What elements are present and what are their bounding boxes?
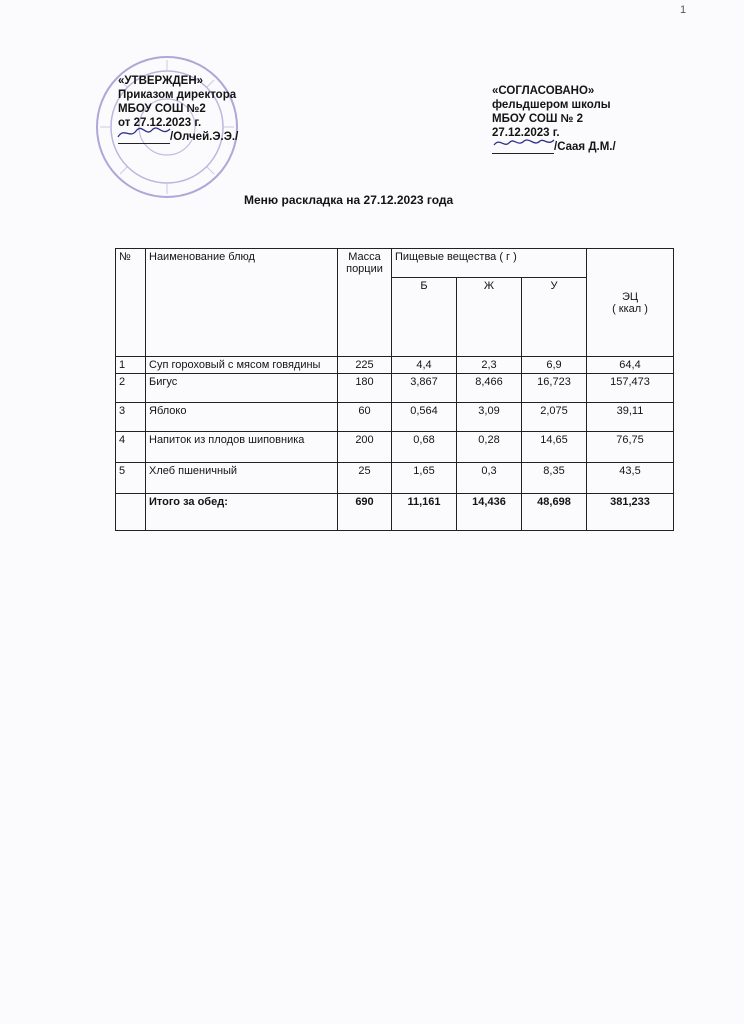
row-name: Суп гороховый с мясом говядины <box>146 357 338 374</box>
row-protein: 3,867 <box>392 374 457 403</box>
menu-table <box>115 248 674 531</box>
total-energy: 381,233 <box>587 494 674 531</box>
row-name: Яблоко <box>146 403 338 432</box>
row-energy: 76,75 <box>587 432 674 463</box>
total-fat: 14,436 <box>457 494 522 531</box>
table-row <box>116 432 674 463</box>
row-name: Хлеб пшеничный <box>146 463 338 494</box>
header-fat: Ж <box>457 278 522 357</box>
table-row <box>116 357 674 374</box>
agreed-line3: 27.12.2023 г. <box>492 127 560 139</box>
page-number: 1 <box>680 4 687 16</box>
row-energy: 157,473 <box>587 374 674 403</box>
row-mass: 25 <box>338 463 392 494</box>
header-mass: Масса порции <box>338 249 392 357</box>
row-energy: 39,11 <box>587 403 674 432</box>
row-mass: 60 <box>338 403 392 432</box>
approved-block <box>118 74 238 144</box>
table-row <box>116 403 674 432</box>
agreed-block <box>492 84 616 154</box>
row-fat: 0,28 <box>457 432 522 463</box>
total-carbs: 48,698 <box>522 494 587 531</box>
total-row <box>116 494 674 531</box>
approved-signature-row <box>118 130 238 144</box>
signature-scribble <box>116 125 172 141</box>
total-mass: 690 <box>338 494 392 531</box>
header-num: № <box>116 249 146 357</box>
row-carbs: 8,35 <box>522 463 587 494</box>
row-num: 5 <box>116 463 146 494</box>
approved-line1: Приказом директора <box>118 89 237 101</box>
row-mass: 225 <box>338 357 392 374</box>
header-carbs: У <box>522 278 587 357</box>
table-row <box>116 463 674 494</box>
row-num: 1 <box>116 357 146 374</box>
row-num: 2 <box>116 374 146 403</box>
signature-line <box>492 141 554 154</box>
approved-line2: МБОУ СОШ №2 <box>118 103 206 115</box>
row-fat: 8,466 <box>457 374 522 403</box>
row-num: 4 <box>116 432 146 463</box>
document-title: Меню раскладка на 27.12.2023 года <box>244 193 454 207</box>
row-energy: 64,4 <box>587 357 674 374</box>
header-energy <box>587 249 674 357</box>
row-protein: 4,4 <box>392 357 457 374</box>
row-protein: 0,68 <box>392 432 457 463</box>
agreed-line2: МБОУ СОШ № 2 <box>492 113 583 125</box>
row-num: 3 <box>116 403 146 432</box>
row-protein: 1,65 <box>392 463 457 494</box>
total-num <box>116 494 146 531</box>
row-fat: 2,3 <box>457 357 522 374</box>
agreed-heading: «СОГЛАСОВАНО» <box>492 85 595 97</box>
header-energy-line1: ЭЦ <box>621 290 639 303</box>
agreed-line1: фельдшером школы <box>492 99 611 111</box>
signature-scribble <box>490 135 556 151</box>
row-protein: 0,564 <box>392 403 457 432</box>
row-energy: 43,5 <box>587 463 674 494</box>
row-carbs: 6,9 <box>522 357 587 374</box>
total-protein: 11,161 <box>392 494 457 531</box>
agreed-signature-row <box>492 140 616 154</box>
header-name: Наименование блюд <box>146 249 338 357</box>
row-fat: 0,3 <box>457 463 522 494</box>
header-energy-line2: ( ккал ) <box>612 302 648 315</box>
row-fat: 3,09 <box>457 403 522 432</box>
row-name: Бигус <box>146 374 338 403</box>
approved-line3: от 27.12.2023 г. <box>118 117 202 129</box>
header-row <box>116 249 674 278</box>
row-name: Напиток из плодов шиповника <box>146 432 338 463</box>
total-label: Итого за обед: <box>146 494 338 531</box>
header-protein: Б <box>392 278 457 357</box>
row-carbs: 2,075 <box>522 403 587 432</box>
row-mass: 200 <box>338 432 392 463</box>
approved-heading: «УТВЕРЖДЕН» <box>118 75 204 87</box>
header-nutrients: Пищевые вещества ( г ) <box>392 249 587 278</box>
agreed-signature-name: /Саая Д.М./ <box>554 141 616 153</box>
row-carbs: 16,723 <box>522 374 587 403</box>
row-carbs: 14,65 <box>522 432 587 463</box>
table-row <box>116 374 674 403</box>
signature-line <box>118 131 170 144</box>
approved-signature-name: /Олчей.Э.Э./ <box>170 131 239 143</box>
row-mass: 180 <box>338 374 392 403</box>
